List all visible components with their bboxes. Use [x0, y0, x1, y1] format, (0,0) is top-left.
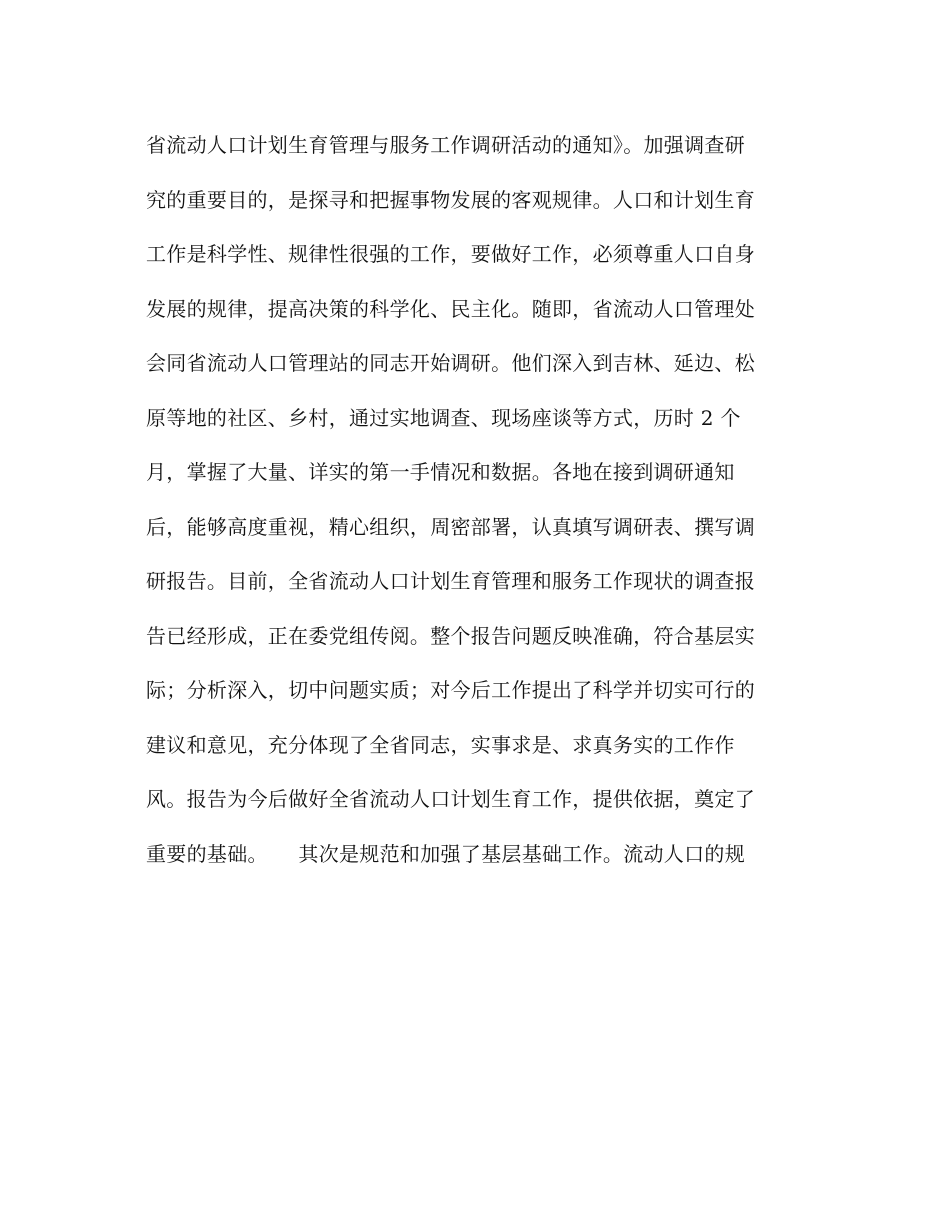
text-line-13: 风。报告为今后做好全省流动人口计划生育工作，提供依据，奠定了 — [146, 787, 755, 811]
text-line-5: 会同省流动人口管理站的同志开始调研。他们深入到吉林、延边、松 — [146, 351, 755, 375]
text-line-12: 建议和意见，充分体现了全省同志，实事求是、求真务实的工作作 — [146, 732, 735, 757]
text-line-9: 研报告。目前，全省流动人口计划生育管理和服务工作现状的调查报 — [146, 569, 755, 593]
text-line-1: 省流动人口计划生育管理与服务工作调研活动的通知》。加强调查研 — [146, 133, 745, 157]
text-line-8: 后，能够高度重视，精心组织，周密部署，认真填写调研表、撰写调 — [146, 514, 755, 539]
text-line-11: 际；分析深入，切中问题实质；对今后工作提出了科学并切实可行的 — [146, 678, 755, 702]
text-line-2: 究的重要目的，是探寻和把握事物发展的客观规律。人口和计划生育 — [146, 187, 755, 212]
text-line-4: 发展的规律，提高决策的科学化、民主化。随即，省流动人口管理处 — [146, 296, 755, 321]
text-line-3: 工作是科学性、规律性很强的工作，要做好工作，必须尊重人口自身 — [146, 242, 755, 266]
text-line-10: 告已经形成，正在委党组传阅。整个报告问题反映准确，符合基层实 — [146, 623, 755, 648]
document-body — [146, 118, 816, 881]
text-line-6: 原等地的社区、乡村，通过实地调查、现场座谈等方式，历时 2 个 — [146, 405, 741, 430]
text-line-7: 月，掌握了大量、详实的第一手情况和数据。各地在接到调研通知 — [146, 460, 735, 484]
text-line-14: 重要的基础。 其次是规范和加强了基层基础工作。流动人口的规 — [146, 841, 745, 866]
